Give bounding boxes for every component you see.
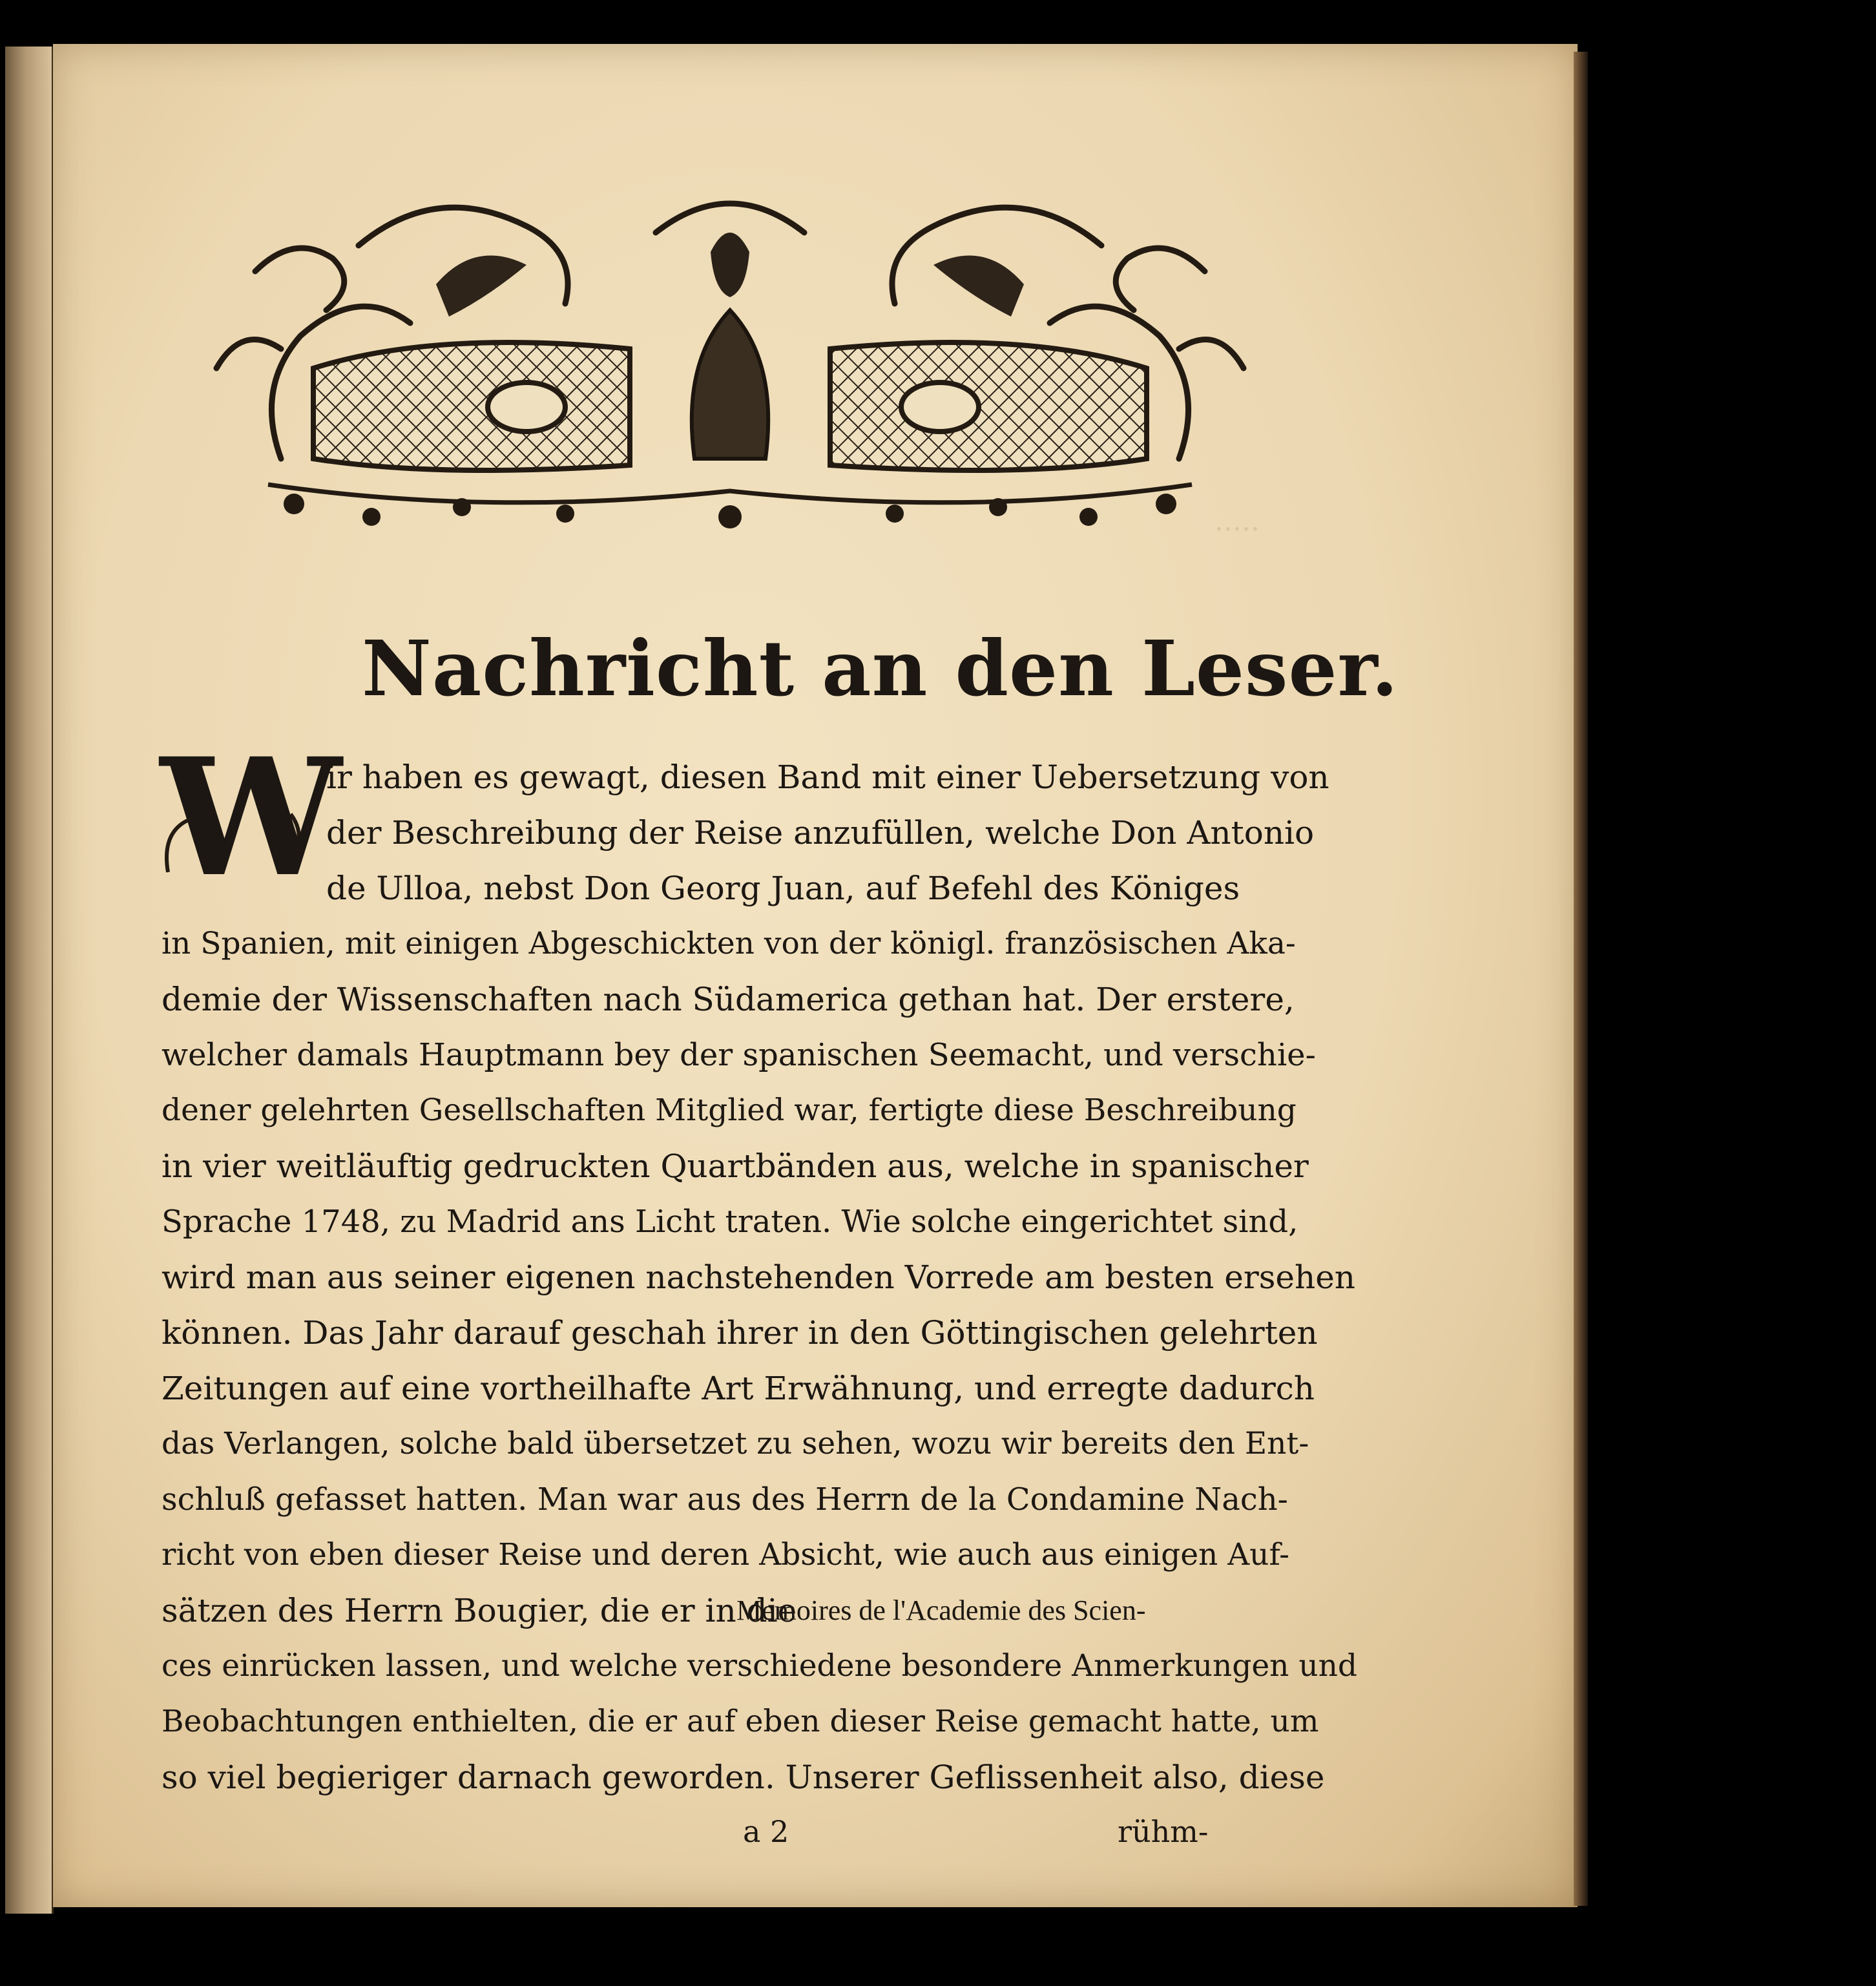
text-line: in Spanien, mit einigen Abgeschickten von der königl. französischen Aka- [162, 926, 1296, 961]
text-line: schluß gefasset hatten. Man war aus des Herrn de la Condamine Nach- [162, 1481, 1288, 1518]
signature-mark: a 2 [743, 1814, 789, 1849]
text-line: in vier weitläuftig gedruckten Quartbänden aus, welche in spanischer [162, 1147, 1309, 1185]
text-line: welcher damals Hauptmann bey der spanischen Seemacht, und verschie- [162, 1037, 1316, 1073]
show-through-text: ····· [1214, 513, 1260, 546]
text-line: Zeitungen auf eine vortheilhafte Art Erwähnung, und erregte dadurch [162, 1370, 1315, 1407]
latin-insert: Memoires de l'Academie des Scien- [736, 1594, 1146, 1626]
text-line: dener gelehrten Gesellschaften Mitglied war, fertigte diese Beschreibung [162, 1092, 1297, 1128]
text-line: ces einrücken lassen, und welche verschiedene besondere Anmerkungen und [162, 1648, 1357, 1684]
text-line: wird man aus seiner eigenen nachstehenden Vorrede am besten ersehen [162, 1259, 1355, 1296]
catchword: rühm- [1118, 1814, 1209, 1849]
text-line: Beobachtungen enthielten, die er auf eben dieser Reise gemacht hatte, um [162, 1704, 1319, 1739]
text-line: demie der Wissenschaften nach Südamerica gethan hat. Der erstere, [162, 981, 1295, 1018]
text-line: können. Das Jahr darauf geschah ihrer in den Göttingischen gelehrten [162, 1314, 1318, 1352]
page-title: Nachricht an den Leser. [362, 623, 1399, 713]
text-line: Sprache 1748, zu Madrid ans Licht traten. Wie solche eingerichtet sind, [162, 1204, 1298, 1240]
headpiece-ornament [165, 155, 1295, 543]
text-line: der Beschreibung der Reise anzufüllen, welche Don Antonio [326, 814, 1315, 852]
text-line: de Ulloa, nebst Don Georg Juan, auf Befehl des Königes [326, 870, 1240, 907]
text-line: ir haben es gewagt, diesen Band mit einer Uebersetzung von [326, 758, 1329, 796]
drop-cap-initial: W [160, 722, 342, 912]
text-line: sätzen des Herrn Bougier, die er in die [162, 1592, 797, 1629]
text-line: das Verlangen, solche bald übersetzet zu sehen, wozu wir bereits den Ent- [162, 1426, 1309, 1461]
page-edge-shadow [1574, 52, 1588, 1906]
facing-page-edge [5, 47, 54, 1914]
text-line: richt von eben dieser Reise und deren Absicht, wie auch aus einigen Auf- [162, 1537, 1290, 1573]
text-line: so viel begieriger darnach geworden. Unserer Geflissenheit also, diese [162, 1759, 1325, 1796]
